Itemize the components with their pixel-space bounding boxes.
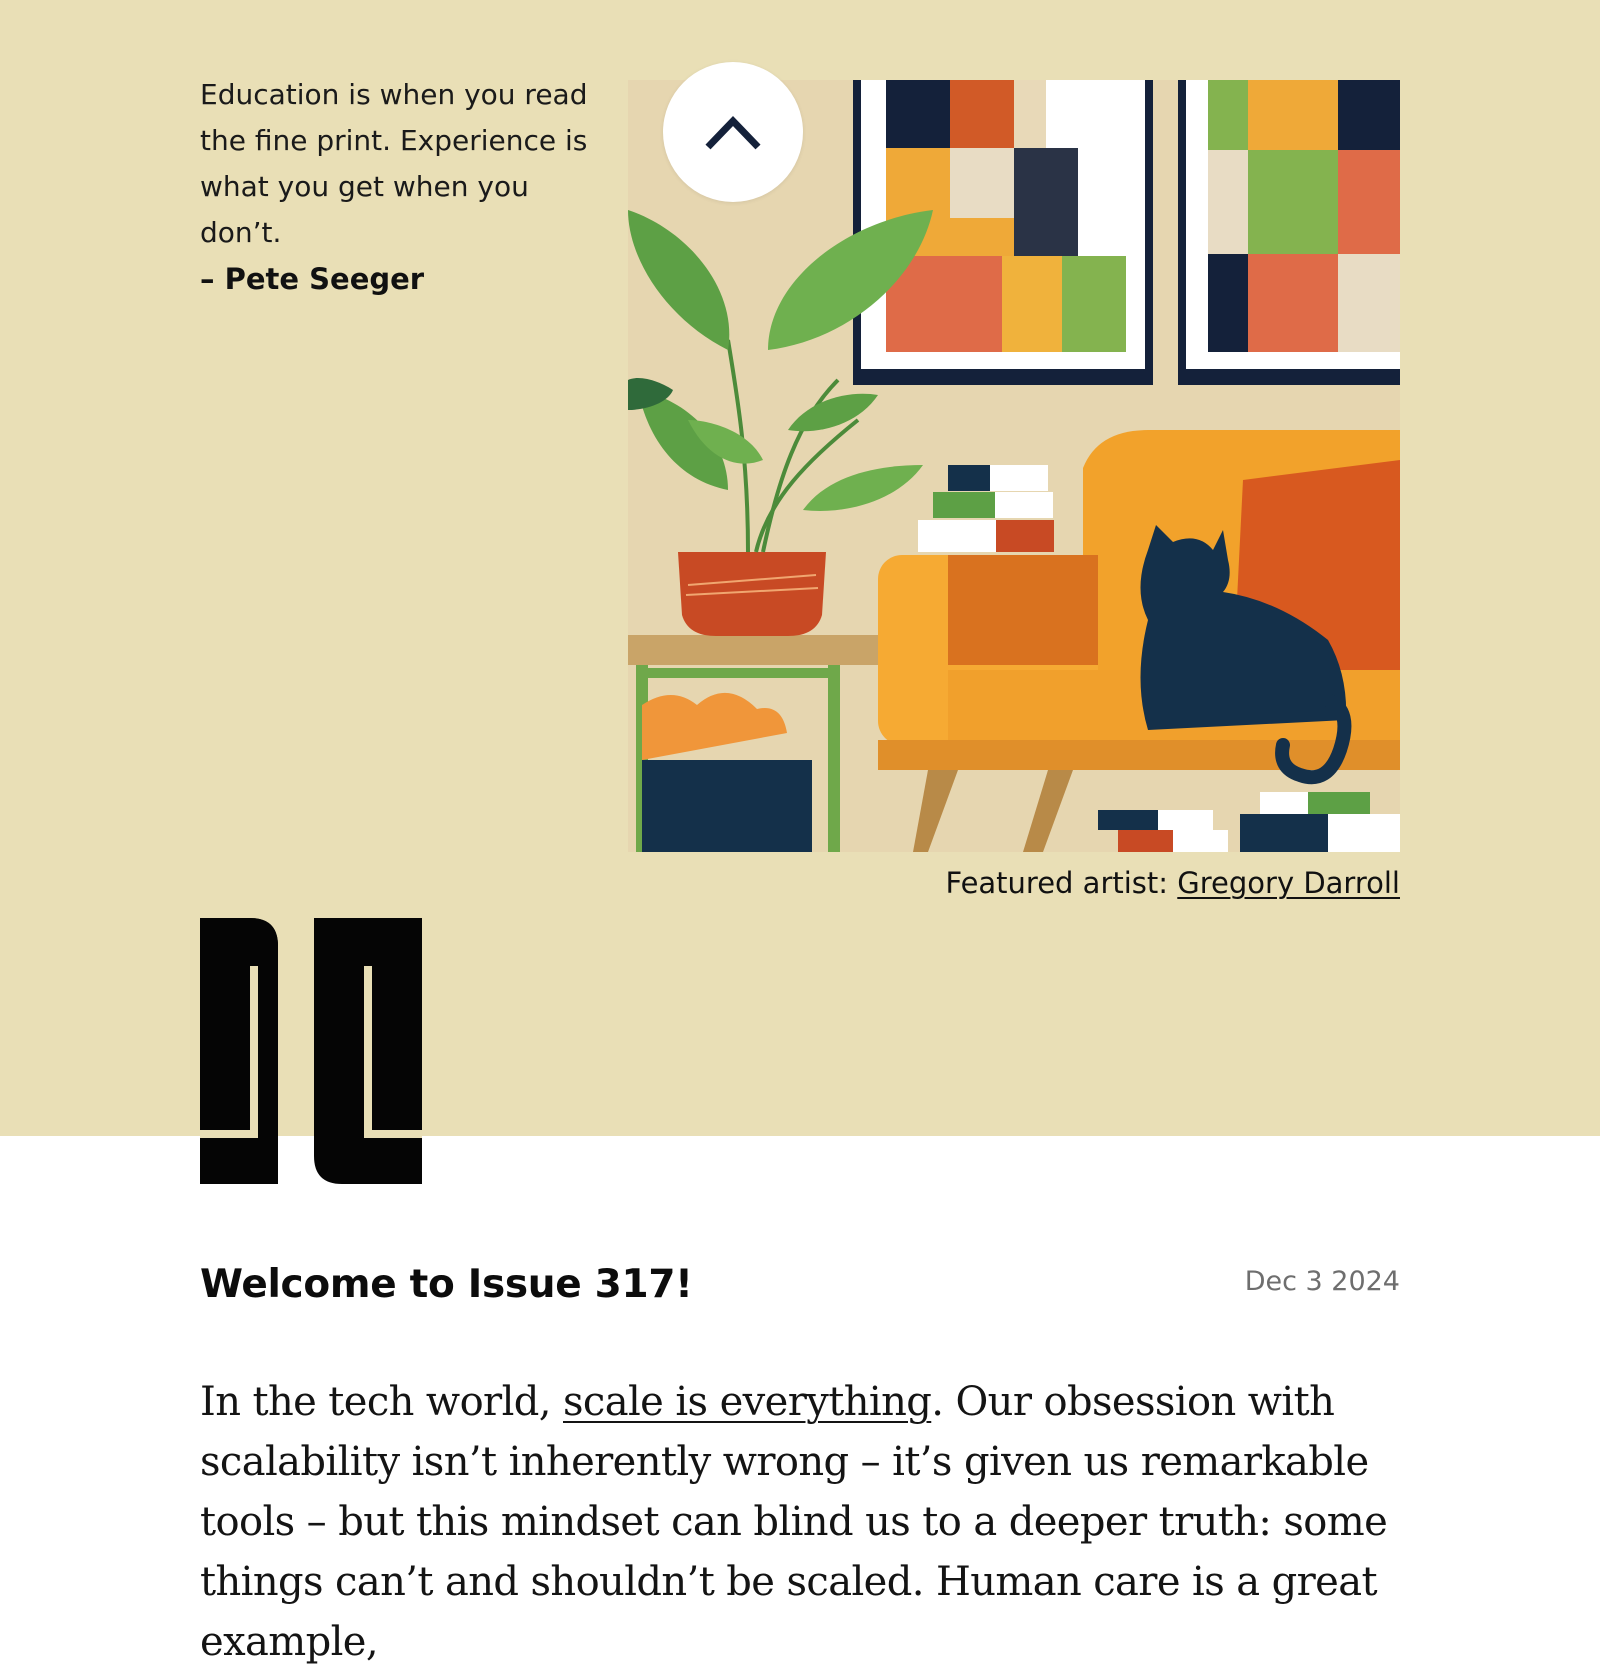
intro-text-rest: . Our obsession with scalability isn’t inherently wrong – it’s given us remarkable tools – but this mindset can blind us to a deeper truth: some things can’t and shouldn’t be scaled. Human care is a great example, xyxy=(200,1379,1388,1665)
intro-text-start: In the tech world, xyxy=(200,1379,563,1425)
issue-title: Welcome to Issue 317! xyxy=(200,1262,693,1307)
scale-is-everything-link[interactable]: scale is everything xyxy=(563,1379,932,1425)
dc-logo-icon[interactable] xyxy=(200,918,422,1184)
artwork-caption xyxy=(945,866,1400,900)
quote-text: Education is when you read the fine print. Experience is what you get when you don’t. xyxy=(200,78,588,249)
chevron-up-icon xyxy=(702,111,764,153)
quote-author: – Pete Seeger xyxy=(200,262,425,296)
issue-date: Dec 3 2024 xyxy=(1244,1266,1400,1297)
featured-quote xyxy=(200,72,600,296)
artist-link[interactable]: Gregory Darroll xyxy=(1177,866,1400,900)
caption-prefix: Featured artist: xyxy=(945,866,1178,900)
back-to-top-button[interactable] xyxy=(663,62,803,202)
article-intro xyxy=(200,1372,1410,1672)
